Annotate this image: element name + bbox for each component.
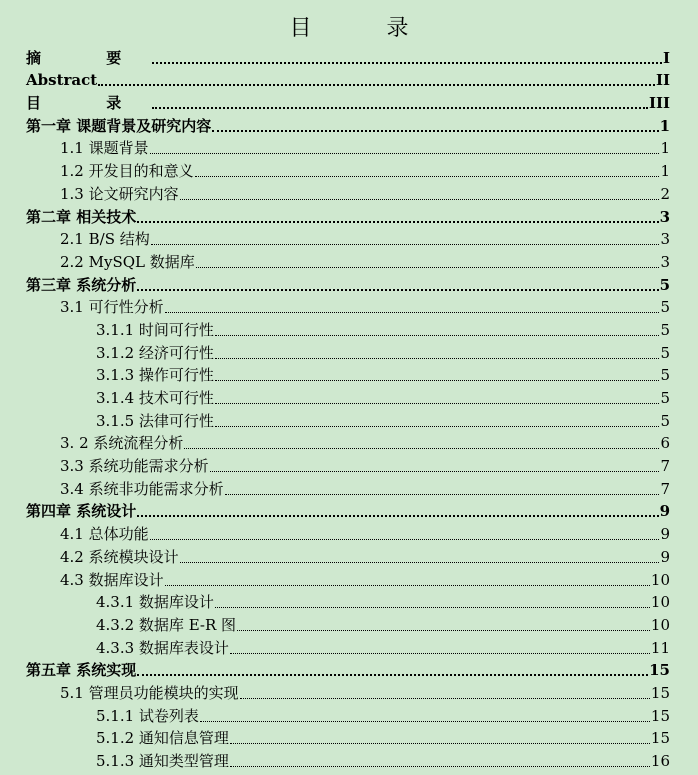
toc-entry-label: 3.4 系统非功能需求分析 (60, 479, 224, 498)
dot-leader (225, 490, 660, 495)
toc-entry[interactable] (0, 89, 698, 112)
toc-entry-label: Abstract (26, 71, 98, 90)
toc-entry[interactable] (0, 679, 698, 702)
toc-entry[interactable] (0, 180, 698, 203)
toc-entry-label: 3.1.2 经济可行性 (96, 343, 214, 362)
toc-entry-label: 第二章 相关技术 (26, 207, 137, 226)
toc-entry-page-number: 5 (660, 320, 670, 339)
dot-leader (184, 444, 659, 449)
toc-entry-page-number: 10 (650, 570, 670, 589)
toc-entry[interactable] (0, 475, 698, 498)
dot-leader (150, 535, 660, 540)
toc-entry-page-number: 1 (659, 116, 670, 135)
toc-entry-label: 3.1.3 操作可行性 (96, 366, 214, 385)
toc-entry-label: 第五章 系统实现 (26, 661, 137, 680)
dot-leader (240, 694, 650, 699)
toc-entry-label: 4.3 数据库设计 (60, 570, 164, 589)
toc-entry-page-number: 5 (660, 343, 670, 362)
toc-entry[interactable] (0, 226, 698, 249)
toc-entry-label: 2.1 B/S 结构 (60, 230, 150, 249)
dot-leader (137, 285, 658, 291)
dot-leader (230, 739, 650, 744)
toc-title: 目 录 (289, 16, 443, 41)
toc-entry[interactable] (0, 725, 698, 748)
toc-entry-page-number: 1 (660, 139, 670, 158)
toc-entry[interactable] (0, 657, 698, 680)
toc-entry-page-number: 15 (650, 706, 670, 725)
toc-entry-label: 1.3 论文研究内容 (60, 184, 179, 203)
dot-leader (98, 80, 655, 86)
dot-leader (165, 581, 650, 586)
toc-entry-page-number: 7 (660, 457, 670, 476)
toc-entry-label: 3.1 可行性分析 (60, 298, 164, 317)
toc-entry-page-number: 9 (660, 525, 670, 544)
toc-entry-page-number: 7 (660, 479, 670, 498)
toc-entry-label: 第一章 课题背景及研究内容 (26, 116, 212, 135)
toc-entry[interactable] (0, 407, 698, 430)
dot-leader (151, 240, 660, 245)
toc-entry[interactable] (0, 747, 698, 770)
toc-entry-page-number: 5 (660, 389, 670, 407)
toc-entry-label: 第三章 系统分析 (26, 275, 137, 294)
toc-entry-page-number: 5 (660, 298, 670, 317)
toc-entry-label: 2.2 MySQL 数据库 (60, 252, 195, 271)
dot-leader (150, 149, 660, 154)
dot-leader (215, 422, 660, 427)
toc-entry-label: 5.1.2 通知信息管理 (96, 729, 229, 748)
toc-entry[interactable] (0, 135, 698, 158)
toc-entry-label: 4.2 系统模块设计 (60, 547, 179, 566)
toc-entry[interactable] (0, 339, 698, 362)
toc-entry-label: 1.1 课题背景 (60, 139, 149, 158)
toc-entry-page-number: 1 (660, 162, 670, 181)
toc-entry[interactable] (0, 566, 698, 589)
toc-entry[interactable] (0, 112, 698, 135)
toc-entry-page-number: 9 (659, 502, 670, 521)
dot-leader (137, 217, 658, 223)
toc-entry-label: 4.1 总体功能 (60, 525, 149, 544)
toc-entry-label: 3.3 系统功能需求分析 (60, 457, 209, 476)
dot-leader (137, 511, 658, 517)
table-of-contents (0, 44, 698, 770)
dot-leader (215, 603, 650, 608)
toc-entry[interactable] (0, 634, 698, 657)
toc-entry[interactable] (0, 452, 698, 475)
toc-entry-page-number: 3 (660, 230, 670, 249)
dot-leader (180, 558, 660, 563)
toc-entry-page-number: 5 (659, 275, 670, 294)
toc-entry[interactable] (0, 498, 698, 521)
toc-entry-page-number: 5 (660, 411, 670, 430)
toc-entry[interactable] (0, 316, 698, 339)
toc-entry-label: 目 录 (26, 94, 152, 113)
toc-entry[interactable] (0, 294, 698, 317)
dot-leader (215, 399, 660, 404)
dot-leader (196, 263, 660, 268)
toc-entry[interactable] (0, 203, 698, 226)
toc-entry-page-number: 15 (650, 683, 670, 702)
dot-leader (200, 717, 650, 722)
dot-leader (212, 126, 658, 132)
toc-entry-label: 3.1.1 时间可行性 (96, 320, 214, 339)
dot-leader (230, 762, 650, 767)
toc-entry-page-number: 9 (660, 547, 670, 566)
dot-leader (210, 467, 660, 472)
toc-entry-page-number: 3 (660, 252, 670, 271)
dot-leader (230, 649, 650, 654)
toc-entry[interactable] (0, 589, 698, 612)
toc-entry-label: 3. 2 系统流程分析 (60, 434, 184, 453)
toc-entry-page-number: 2 (660, 184, 670, 203)
toc-entry-page-number: 10 (650, 593, 670, 612)
toc-entry-label: 3.1.4 技术可行性 (96, 389, 214, 407)
toc-entry[interactable] (0, 248, 698, 271)
toc-entry-label: 摘 要 (26, 48, 152, 67)
dot-leader (215, 331, 660, 336)
dot-leader (152, 103, 648, 109)
toc-entry[interactable] (0, 611, 698, 634)
toc-entry-page-number: II (655, 71, 670, 90)
toc-entry[interactable] (0, 384, 698, 407)
dot-leader (215, 354, 660, 359)
dot-leader (215, 376, 660, 381)
toc-entry[interactable] (0, 430, 698, 453)
dot-leader (195, 172, 660, 177)
toc-entry-label: 5.1.1 试卷列表 (96, 706, 199, 725)
toc-entry-page-number: 16 (650, 752, 670, 770)
toc-entry-page-number: III (648, 94, 670, 113)
dot-leader (137, 670, 648, 676)
dot-leader (180, 195, 660, 200)
dot-leader (165, 308, 660, 313)
toc-entry[interactable] (0, 520, 698, 543)
toc-entry-page-number: 15 (650, 729, 670, 748)
toc-entry-page-number: 10 (650, 615, 670, 634)
toc-entry-label: 5.1.3 通知类型管理 (96, 752, 229, 770)
toc-entry-page-number: I (662, 48, 670, 67)
dot-leader (237, 626, 650, 631)
toc-entry-page-number: 6 (660, 434, 670, 453)
toc-entry[interactable] (0, 362, 698, 385)
toc-entry-label: 4.3.1 数据库设计 (96, 593, 214, 612)
toc-entry[interactable] (0, 271, 698, 294)
toc-entry-label: 3.1.5 法律可行性 (96, 411, 214, 430)
toc-entry-page-number: 3 (659, 207, 670, 226)
toc-entry-label: 4.3.3 数据库表设计 (96, 638, 229, 657)
toc-entry-label: 第四章 系统设计 (26, 502, 137, 521)
toc-entry-page-number: 11 (650, 638, 670, 657)
toc-entry[interactable] (0, 67, 698, 90)
toc-entry[interactable] (0, 157, 698, 180)
toc-entry-label: 4.3.2 数据库 E-R 图 (96, 615, 237, 634)
toc-entry-page-number: 15 (649, 661, 670, 680)
toc-entry[interactable] (0, 702, 698, 725)
toc-entry[interactable] (0, 543, 698, 566)
toc-entry[interactable] (0, 44, 698, 67)
toc-entry-label: 1.2 开发目的和意义 (60, 162, 194, 181)
toc-entry-page-number: 5 (660, 366, 670, 385)
dot-leader (152, 58, 662, 64)
toc-entry-label: 5.1 管理员功能模块的实现 (60, 683, 239, 702)
